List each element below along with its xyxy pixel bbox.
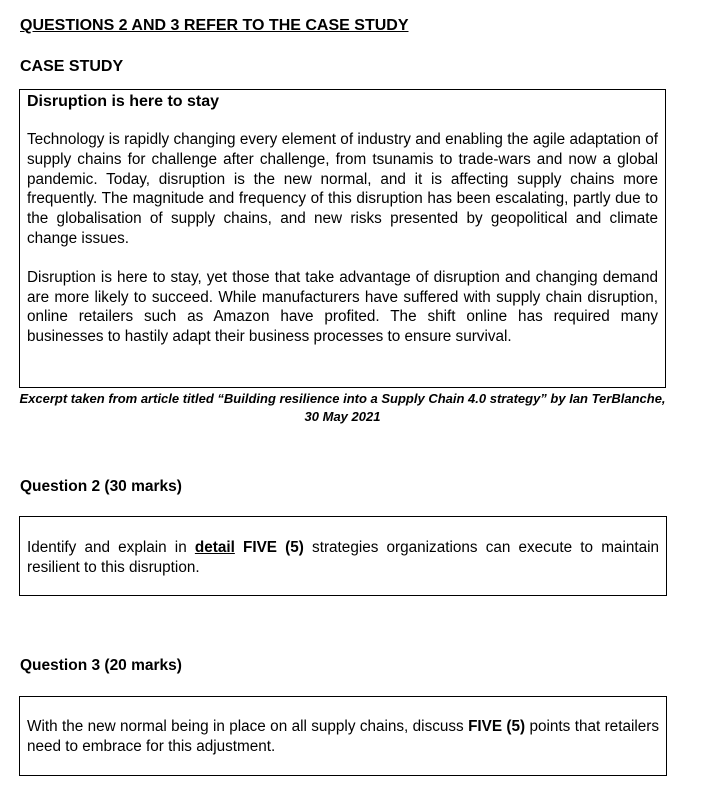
five-emphasis: FIVE (5)	[243, 539, 304, 556]
case-paragraph-1: Technology is rapidly changing every element of industry and enabling the agile adaptation of supply chains for challenge after challenge, from tsunamis to trade-wars and now a global pandemic. Today, disruption is the new normal, and it is affecting supply chains more frequently. The magnitude and frequency of this disruption has been escalating, partly due to the globalisation of supply chains, and new risks presented by geopolitical and climate change issues.	[27, 131, 658, 247]
question-2-text: Identify and explain in detail FIVE (5) strategies organizations can execute to maintain resilient to this disruption.	[27, 539, 660, 576]
case-study-title: Disruption is here to stay	[27, 93, 220, 110]
case-study-label: CASE STUDY	[20, 58, 124, 75]
detail-emphasis: detail	[194, 539, 235, 556]
question-3-box	[19, 696, 667, 776]
question-3-text: With the new normal being in place on all supply chains, discuss FIVE (5) points that retailers need to embrace for this adjustment.	[27, 718, 659, 755]
question-2-title: Question 2 (30 marks)	[20, 478, 182, 495]
case-paragraph-2: Disruption is here to stay, yet those that take advantage of disruption and changing demand are more likely to succeed. While manufacturers have suffered with supply chain disruption, online retailers such as Amazon have profited. The shift online has required many businesses to hastily adapt their business processes to ensure survival.	[27, 268, 658, 346]
question-2-box	[19, 516, 667, 596]
section-heading: QUESTIONS 2 AND 3 REFER TO THE CASE STUDY	[20, 17, 409, 34]
excerpt-citation: Excerpt taken from article titled “Building resilience into a Supply Chain 4.0 strategy” by Ian TerBlanche, 30 May 2021	[19, 391, 666, 424]
question-3-title: Question 3 (20 marks)	[20, 657, 182, 674]
five-emphasis: FIVE (5)	[468, 718, 526, 735]
case-study-box	[19, 89, 666, 388]
